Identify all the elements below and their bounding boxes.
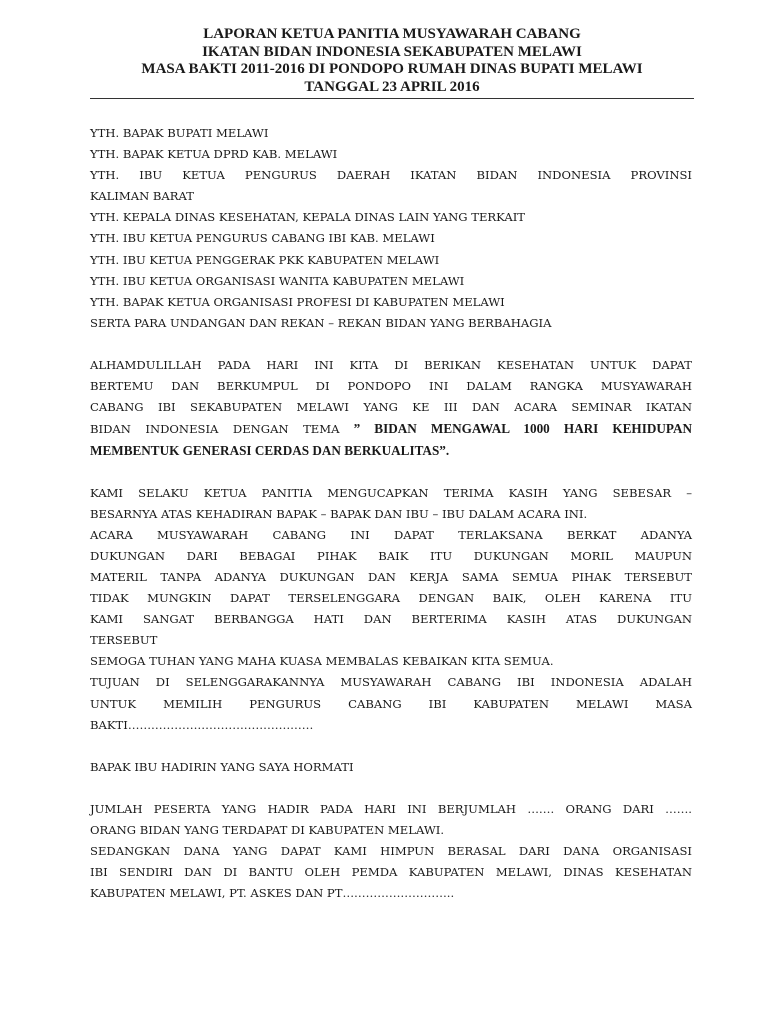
paragraph-line: KAMI SELAKU KETUA PANITIA MENGUCAPKAN TERIMA KASIH YANG SEBESAR – [90, 485, 692, 500]
salutation-line: YTH. IBU KETUA ORGANISASI WANITA KABUPATEN MELAWI [90, 273, 465, 288]
salutation-line: SERTA PARA UNDANGAN DAN REKAN – REKAN BIDAN YANG BERBAHAGIA [90, 315, 552, 330]
paragraph-line: ORANG BIDAN YANG TERDAPAT DI KABUPATEN MELAWI. [90, 823, 445, 838]
salutation-list [90, 123, 692, 334]
paragraph-line: CABANG IBI SEKABUPATEN MELAWI YANG KE III DAN ACARA SEMINAR IKATAN [90, 400, 692, 415]
paragraph-thanks [90, 483, 692, 736]
document-body [90, 123, 692, 904]
salutation-line: YTH. BAPAK KETUA ORGANISASI PROFESI DI KABUPATEN MELAWI [90, 294, 505, 309]
salutation-line: YTH. IBU KETUA PENGURUS CABANG IBI KAB. MELAWI [90, 231, 435, 246]
paragraph-line: SEDANGKAN DANA YANG DAPAT KAMI HIMPUN BERASAL DARI DANA ORGANISASI [90, 844, 692, 859]
paragraph-line: TUJUAN DI SELENGGARAKANNYA MUSYAWARAH CABANG IBI INDONESIA ADALAH [90, 675, 692, 690]
paragraph-line: KAMI SANGAT BERBANGGA HATI DAN BERTERIMA KASIH ATAS DUKUNGAN [90, 612, 692, 627]
title-line-4: TANGGAL 23 APRIL 2016 [304, 78, 480, 95]
title-line-2: IKATAN BIDAN INDONESIA SEKABUPATEN MELAWI [202, 43, 582, 60]
paragraph-line: DUKUNGAN DARI BEBAGAI PIHAK BAIK ITU DUKUNGAN MORIL MAUPUN [90, 548, 692, 563]
paragraph-line: IBI SENDIRI DAN DI BANTU OLEH PEMDA KABUPATEN MELAWI, DINAS KESEHATAN [90, 865, 692, 880]
paragraph-line: KABUPATEN MELAWI, PT. ASKES DAN PT……………………….. [90, 886, 455, 901]
salutation-line: YTH. BAPAK BUPATI MELAWI [90, 126, 269, 140]
theme-title-continued: MEMBENTUK GENERASI CERDAS DAN BERKUALITAS”. [90, 443, 450, 459]
paragraph-line [90, 418, 692, 440]
paragraph-line: ACARA MUSYAWARAH CABANG INI DAPAT TERLAKSANA BERKAT ADANYA [90, 527, 692, 542]
paragraph-line: UNTUK MEMILIH PENGURUS CABANG IBI KABUPATEN MELAWI MASA [90, 696, 692, 711]
salutation-line: KALIMAN BARAT [90, 189, 195, 204]
salutation-line: YTH. KEPALA DINAS KESEHATAN, KEPALA DINAS LAIN YANG TERKAIT [90, 210, 526, 225]
paragraph-line: TIDAK MUNGKIN DAPAT TERSELENGGARA DENGAN BAIK, OLEH KARENA ITU [90, 591, 692, 606]
paragraph-line: BERTEMU DAN BERKUMPUL DI PONDOPO INI DALAM RANGKA MUSYAWARAH [90, 379, 692, 394]
title-line-1: LAPORAN KETUA PANITIA MUSYAWARAH CABANG [203, 26, 581, 42]
paragraph-participants [90, 799, 692, 904]
document-title [90, 26, 694, 99]
paragraph-line: BAKTI………………………………………… [90, 717, 314, 732]
salutation-line: YTH. IBU KETUA PENGURUS DAERAH IKATAN BIDAN INDONESIA PROVINSI [90, 168, 692, 183]
salutation-line: YTH. BAPAK KETUA DPRD KAB. MELAWI [90, 147, 338, 162]
theme-title: ” BIDAN MENGAWAL 1000 HARI KEHIDUPAN [339, 421, 692, 437]
paragraph-line: BESARNYA ATAS KEHADIRAN BAPAK – BAPAK DAN IBU – IBU DALAM ACARA INI. [90, 506, 588, 521]
paragraph-line: TERSEBUT [90, 633, 158, 648]
paragraph-line: ALHAMDULILLAH PADA HARI INI KITA DI BERIKAN KESEHATAN UNTUK DAPAT [90, 358, 692, 373]
theme-intro: BIDAN INDONESIA DENGAN TEMA [90, 422, 340, 437]
paragraph-opening [90, 355, 692, 461]
greeting: BAPAK IBU HADIRIN YANG SAYA HORMATI [90, 759, 354, 774]
paragraph-line: SEMOGA TUHAN YANG MAHA KUASA MEMBALAS KEBAIKAN KITA SEMUA. [90, 654, 554, 669]
paragraph-line: MATERIL TANPA ADANYA DUKUNGAN DAN KERJA SAMA SEMUA PIHAK TERSEBUT [90, 569, 692, 584]
salutation-line: YTH. IBU KETUA PENGGERAK PKK KABUPATEN MELAWI [90, 252, 440, 267]
paragraph-line: JUMLAH PESERTA YANG HADIR PADA HARI INI BERJUMLAH ……. ORANG DARI ……. [90, 802, 692, 816]
title-line-3: MASA BAKTI 2011-2016 DI PONDOPO RUMAH DINAS BUPATI MELAWI [141, 61, 643, 77]
